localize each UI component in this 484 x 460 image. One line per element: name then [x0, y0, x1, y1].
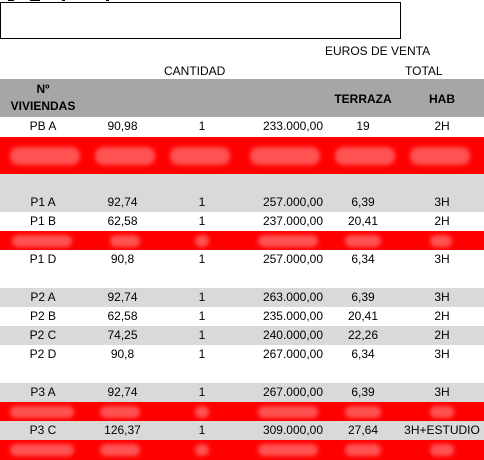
- table-row: [0, 421, 484, 440]
- table-row: [0, 250, 484, 269]
- cell-vivienda: P2 A: [30, 290, 56, 304]
- cell-terraza: 6,39: [351, 290, 375, 304]
- cell-m2: 62,58: [107, 309, 138, 323]
- cell-vivienda: P2 C: [29, 328, 57, 342]
- spacer-row: [0, 174, 484, 193]
- redacted-row: [0, 137, 484, 174]
- cell-precio: 257.000,00: [262, 195, 323, 209]
- cell-m2: 90,8: [110, 347, 135, 361]
- cell-terraza: 6,34: [351, 252, 375, 266]
- cell-m2: 62,58: [107, 214, 138, 228]
- cell-cantidad: 1: [198, 290, 206, 304]
- cell-m2: 92,74: [107, 290, 138, 304]
- cell-cantidad: 1: [198, 347, 206, 361]
- cell-m2: 90,98: [107, 119, 138, 133]
- table-header: [0, 79, 484, 117]
- cell-precio: 263.000,00: [262, 290, 323, 304]
- cell-vivienda: P2 B: [29, 309, 56, 323]
- table-row: [0, 345, 484, 364]
- cell-precio: 240.000,00: [262, 328, 323, 342]
- header-euros-de-venta: EUROS DE VENTA: [325, 44, 431, 58]
- header-num-line1: Nº: [36, 82, 50, 96]
- cell-precio: 235.000,00: [262, 309, 323, 323]
- cell-hab: 3H: [434, 385, 450, 399]
- cell-vivienda: P3 A: [30, 385, 56, 399]
- cut-off-text-fragment: [8, 0, 14, 1]
- cell-terraza: 6,34: [351, 347, 375, 361]
- cell-hab: 2H: [434, 328, 450, 342]
- cell-cantidad: 1: [198, 423, 206, 437]
- header-viviendas: VIVIENDAS: [10, 99, 76, 113]
- table-row: [0, 212, 484, 231]
- redacted-row: [0, 231, 484, 250]
- cell-vivienda: P1 A: [30, 195, 56, 209]
- cell-hab: 2H: [434, 309, 450, 323]
- cell-terraza: 6,39: [351, 385, 375, 399]
- cell-terraza: 27,64: [347, 423, 379, 437]
- cell-vivienda: PB A: [29, 119, 57, 133]
- cell-hab: 3H+ESTUDIO: [404, 423, 480, 437]
- table-row: [0, 288, 484, 307]
- cell-hab: 3H: [434, 347, 450, 361]
- cell-m2: 92,74: [107, 195, 138, 209]
- redacted-row: [0, 402, 484, 421]
- cell-cantidad: 1: [198, 385, 206, 399]
- header-cantidad: CANTIDAD: [164, 64, 226, 78]
- cell-precio: 237.000,00: [262, 214, 323, 228]
- cell-terraza: 22,26: [347, 328, 379, 342]
- cell-cantidad: 1: [198, 309, 206, 323]
- cell-cantidad: 1: [198, 214, 206, 228]
- cell-cantidad: 1: [198, 195, 206, 209]
- cell-hab: 3H: [434, 290, 450, 304]
- header-hab: HAB: [429, 92, 455, 106]
- spacer-row: [0, 269, 484, 288]
- spacer-row: [0, 364, 484, 383]
- cell-hab: 2H: [434, 214, 450, 228]
- cell-m2: 126,37: [104, 423, 141, 437]
- table-row: [0, 383, 484, 402]
- cell-hab: 3H: [434, 252, 450, 266]
- table-row: [0, 326, 484, 345]
- cell-hab: 3H: [434, 195, 450, 209]
- cell-vivienda: P1 D: [29, 252, 57, 266]
- cell-terraza: 20,41: [347, 214, 379, 228]
- cell-terraza: 19: [356, 119, 370, 133]
- cut-off-text-fragment: [106, 0, 109, 1]
- cell-vivienda: P1 B: [29, 214, 56, 228]
- cut-off-text-fragment: [30, 0, 40, 1]
- cell-precio: 309.000,00: [262, 423, 323, 437]
- table-row: [0, 117, 484, 136]
- cell-terraza: 20,41: [347, 309, 379, 323]
- redacted-row: [0, 440, 484, 460]
- cell-cantidad: 1: [198, 119, 206, 133]
- cell-cantidad: 1: [198, 328, 206, 342]
- empty-title-box: [0, 2, 401, 39]
- header-terraza: TERRAZA: [334, 92, 392, 106]
- cell-precio: 257.000,00: [262, 252, 323, 266]
- cell-vivienda: P3 C: [29, 423, 57, 437]
- cell-m2: 90,8: [110, 252, 135, 266]
- cell-vivienda: P2 D: [29, 347, 57, 361]
- cell-precio: 267.000,00: [262, 385, 323, 399]
- cell-terraza: 6,39: [351, 195, 375, 209]
- header-total: TOTAL: [405, 64, 443, 78]
- cell-precio: 267.000,00: [262, 347, 323, 361]
- cell-m2: 92,74: [107, 385, 138, 399]
- table-row: [0, 193, 484, 212]
- cell-m2: 74,25: [107, 328, 138, 342]
- cell-hab: 2H: [434, 119, 450, 133]
- cell-precio: 233.000,00: [262, 119, 323, 133]
- cell-cantidad: 1: [198, 252, 206, 266]
- cut-off-text-fragment: [62, 0, 65, 1]
- table-row: [0, 307, 484, 326]
